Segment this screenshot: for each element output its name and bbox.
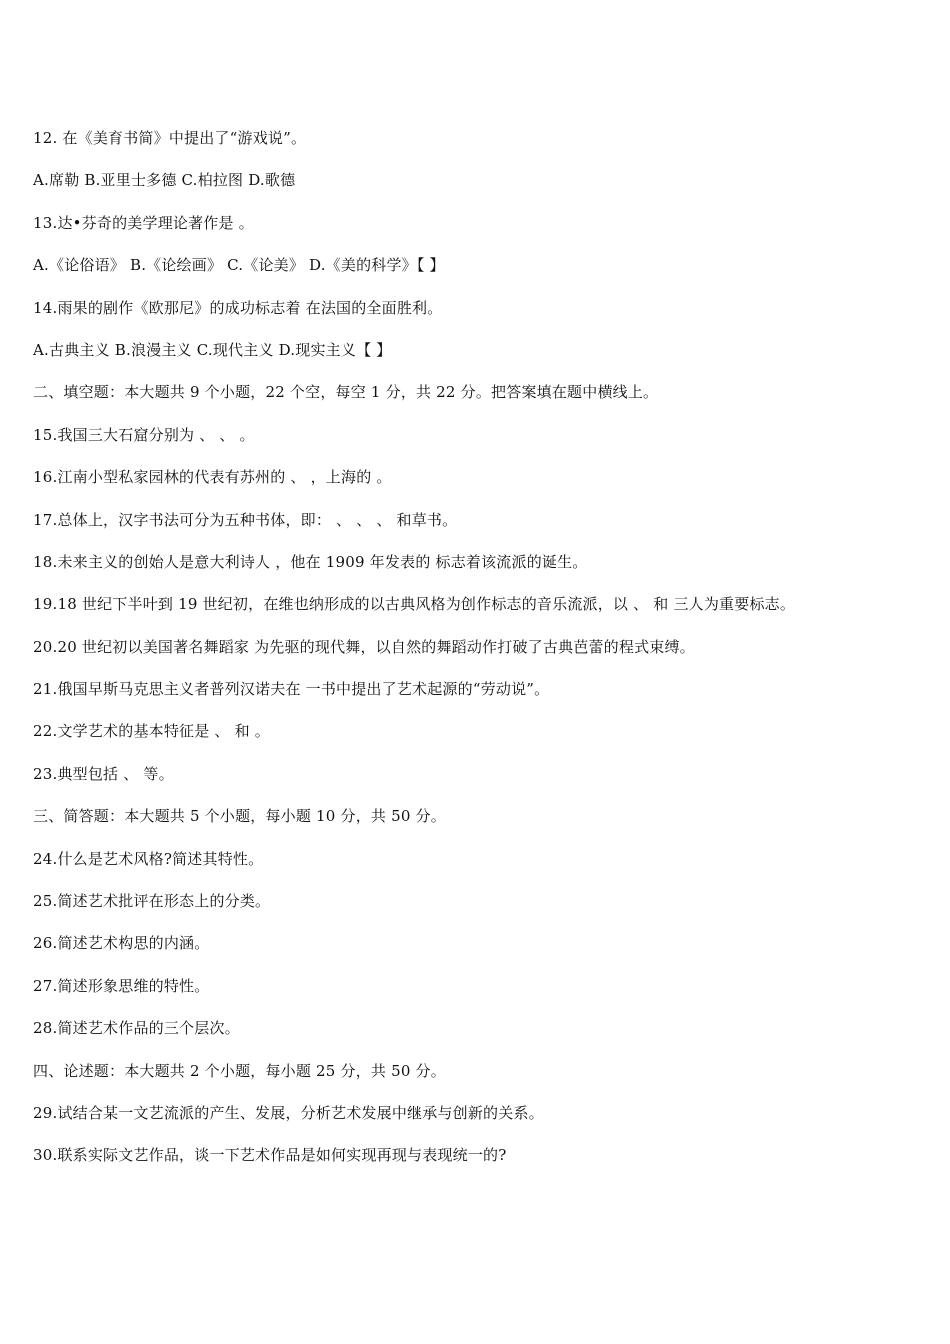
document-page [33,126,923,1186]
question-16: 16.江南小型私家园林的代表有苏州的 、 ，上海的 。 [33,468,392,487]
question-18: 18.未来主义的创始人是意大利诗人 ，他在 1909 年发表的 标志着该流派的诞生。 [33,552,588,571]
question-12-options: A.席勒 B.亚里士多德 C.柏拉图 D.歌德 [33,171,296,190]
question-29: 29.试结合某一文艺流派的产生、发展，分析艺术发展中继承与创新的关系。 [33,1103,544,1122]
section-heading-short-answer: 三、简答题：本大题共 5 个小题，每小题 10 分，共 50 分。 [33,807,446,826]
question-27: 27.简述形象思维的特性。 [33,976,210,995]
question-23: 23.典型包括 、 等。 [33,764,174,783]
question-20: 20.20 世纪初以美国著名舞蹈家 为先驱的现代舞，以自然的舞蹈动作打破了古典芭蕾的程式束缚。 [33,637,695,656]
question-14-options: A.古典主义 B.浪漫主义 C.现代主义 D.现实主义【 】 [33,340,392,359]
question-14: 14.雨果的剧作《欧那尼》的成功标志着 在法国的全面胜利。 [33,298,443,317]
question-25: 25.简述艺术批评在形态上的分类。 [33,892,271,911]
question-24: 24.什么是艺术风格?简述其特性。 [33,849,264,868]
question-28: 28.简述艺术作品的三个层次。 [33,1019,240,1038]
question-26: 26.简述艺术构思的内涵。 [33,934,210,953]
question-13: 13.达•芬奇的美学理论著作是 。 [33,213,254,232]
question-21: 21.俄国早斯马克思主义者普列汉诺夫在 一书中提出了艺术起源的“劳动说”。 [33,680,550,699]
section-heading-essay: 四、论述题：本大题共 2 个小题，每小题 25 分，共 50 分。 [33,1061,446,1080]
question-15: 15.我国三大石窟分别为 、 、 。 [33,425,255,444]
question-13-options: A.《论俗语》 B.《论绘画》 C.《论美》 D.《美的科学》【 】 [33,256,445,275]
question-17: 17.总体上，汉字书法可分为五种书体，即： 、 、 、 和草书。 [33,510,458,529]
question-12: 12. 在《美育书简》中提出了“游戏说”。 [33,129,307,147]
section-heading-fill-in: 二、填空题：本大题共 9 个小题，22 个空，每空 1 分，共 22 分。把答案填在题中横线上。 [33,383,659,402]
question-19: 19.18 世纪下半叶到 19 世纪初，在维也纳形成的以古典风格为创作标志的音乐流派，以 、 和 三人为重要标志。 [33,595,796,614]
question-22: 22.文学艺术的基本特征是 、 和 。 [33,722,270,741]
question-30: 30.联系实际文艺作品，谈一下艺术作品是如何实现再现与表现统一的? [33,1146,507,1165]
